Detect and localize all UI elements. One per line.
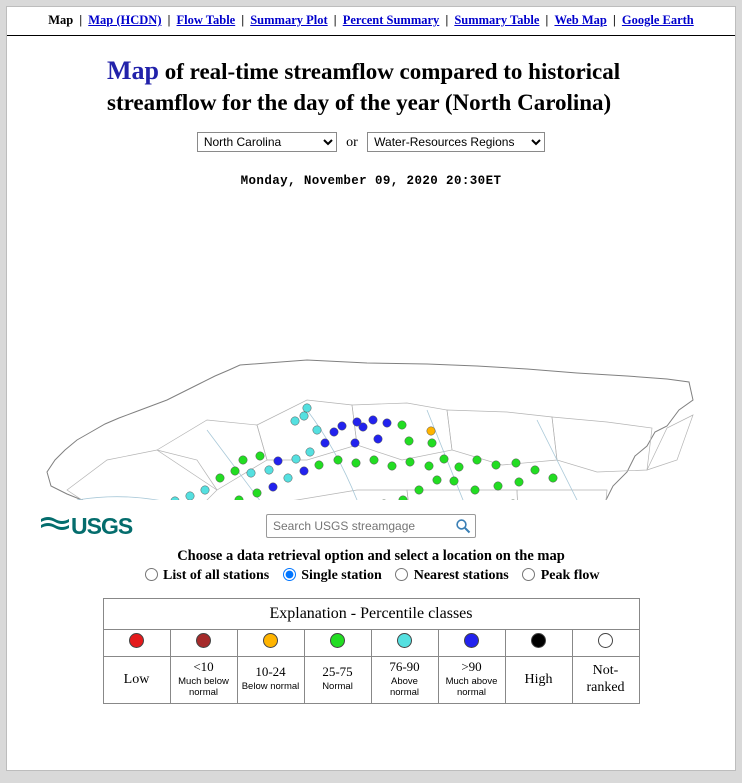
gauge-dot[interactable] — [291, 416, 299, 424]
explanation-table-wrap — [7, 598, 735, 705]
gauge-dot[interactable] — [492, 460, 500, 468]
region-select[interactable] — [367, 132, 545, 152]
gauge-dot[interactable] — [265, 465, 273, 473]
explanation-dot-row — [103, 629, 639, 656]
explanation-end-label: Low — [124, 672, 150, 687]
explanation-dot-cell — [237, 629, 304, 656]
nav-item-google-earth[interactable]: Google Earth — [622, 13, 694, 27]
radio-label-nearest-stations: Nearest stations — [414, 568, 509, 583]
explanation-dot-cell — [371, 629, 438, 656]
explanation-range-label: >90 — [443, 660, 501, 675]
gauge-dot[interactable] — [201, 485, 209, 493]
percentile-dot-icon — [263, 633, 278, 648]
gauge-dot[interactable] — [425, 461, 433, 469]
gauge-dot[interactable] — [351, 438, 359, 446]
gauge-dot[interactable] — [531, 465, 539, 473]
retrieval-option-prompt: Choose a data retrieval option and select a location on the map — [7, 548, 735, 565]
gauge-dot[interactable] — [292, 454, 300, 462]
explanation-table — [103, 598, 640, 705]
gauge-dot[interactable] — [494, 481, 502, 489]
explanation-sub-label: Much above normal — [443, 677, 501, 699]
gauge-dot[interactable] — [415, 485, 423, 493]
explanation-dot-cell — [170, 629, 237, 656]
nav-item-map[interactable]: Map — [48, 13, 73, 27]
gauge-dot[interactable] — [374, 434, 382, 442]
percentile-dot-icon — [531, 633, 546, 648]
usgs-logo-text: USGS — [71, 513, 132, 540]
top-navigation — [7, 7, 735, 36]
state-outline — [47, 360, 693, 500]
nav-separator: | — [445, 13, 448, 27]
gauge-dot[interactable] — [216, 473, 224, 481]
explanation-dot-cell — [505, 629, 572, 656]
percentile-dot-icon — [598, 633, 613, 648]
gauge-dot[interactable] — [253, 488, 261, 496]
explanation-sub-label: Above normal — [376, 677, 434, 699]
radio-input-peak-flow[interactable] — [522, 568, 535, 581]
nav-item-flow-table[interactable]: Flow Table — [177, 13, 236, 27]
radio-nearest-stations[interactable] — [389, 568, 512, 583]
nav-separator: | — [546, 13, 549, 27]
gauge-dot[interactable] — [300, 466, 308, 474]
gauge-dot[interactable] — [428, 438, 436, 446]
nav-separator: | — [79, 13, 82, 27]
explanation-label-cell — [103, 656, 170, 704]
gauge-dot[interactable] — [303, 403, 311, 411]
explanation-range-label: 10-24 — [242, 665, 300, 680]
gauge-dot[interactable] — [383, 418, 391, 426]
gauge-dot[interactable] — [455, 462, 463, 470]
gauge-dot[interactable] — [239, 455, 247, 463]
explanation-label-cell — [438, 656, 505, 704]
gauge-dot[interactable] — [471, 485, 479, 493]
gauge-dot[interactable] — [352, 458, 360, 466]
nav-item-summary-table[interactable]: Summary Table — [454, 13, 539, 27]
gauge-dot[interactable] — [274, 456, 282, 464]
radio-input-nearest-stations[interactable] — [395, 568, 408, 581]
gauge-dot[interactable] — [334, 455, 342, 463]
percentile-dot-icon — [129, 633, 144, 648]
radio-label-single-station: Single station — [301, 568, 382, 583]
gauge-dot[interactable] — [313, 425, 321, 433]
radio-label-list-of-all-stations: List of all stations — [163, 568, 269, 583]
nav-separator: | — [613, 13, 616, 27]
page-container — [6, 6, 736, 771]
gauge-dot[interactable] — [338, 421, 346, 429]
usgs-logo — [41, 513, 132, 540]
explanation-range-label: 76-90 — [376, 660, 434, 675]
gauge-dot[interactable] — [388, 461, 396, 469]
explanation-dot-cell — [103, 629, 170, 656]
radio-peak-flow[interactable] — [516, 568, 599, 583]
explanation-dot-cell — [438, 629, 505, 656]
radio-input-list-of-all-stations[interactable] — [145, 568, 158, 581]
nav-separator: | — [241, 13, 244, 27]
gauge-dot[interactable] — [186, 491, 194, 499]
gauge-dot[interactable] — [512, 458, 520, 466]
streamflow-map[interactable] — [7, 200, 736, 500]
explanation-header-row — [103, 598, 639, 629]
explanation-end-label: High — [525, 672, 553, 687]
gauge-dot[interactable] — [427, 426, 435, 434]
page-title-rest: of real-time streamflow compared to historical streamflow for the day of the year (North Carolina) — [107, 59, 620, 115]
explanation-sub-label: Below normal — [242, 682, 300, 693]
gauge-dot[interactable] — [284, 473, 292, 481]
gauge-dot[interactable] — [433, 475, 441, 483]
page-title — [7, 54, 735, 118]
nav-separator: | — [168, 13, 171, 27]
explanation-label-cell — [505, 656, 572, 704]
magnifier-icon[interactable] — [455, 518, 471, 534]
explanation-dot-cell — [572, 629, 639, 656]
gauge-dot[interactable] — [398, 420, 406, 428]
search-box[interactable] — [266, 514, 476, 538]
nav-item-map-hcdn[interactable]: Map (HCDN) — [88, 13, 161, 27]
gauge-dot[interactable] — [440, 454, 448, 462]
radio-list-of-all-stations[interactable] — [139, 568, 273, 583]
explanation-end-label: Not-ranked — [586, 663, 624, 695]
explanation-label-cell — [170, 656, 237, 704]
gauge-dot[interactable] — [405, 436, 413, 444]
nav-item-percent-summary[interactable]: Percent Summary — [343, 13, 440, 27]
explanation-range-label: 25-75 — [309, 665, 367, 680]
gauge-dot[interactable] — [330, 427, 338, 435]
nav-item-summary-plot[interactable]: Summary Plot — [250, 13, 327, 27]
explanation-label-cell — [371, 656, 438, 704]
nav-separator: | — [334, 13, 337, 27]
gauge-dot[interactable] — [353, 417, 361, 425]
selector-row — [7, 132, 735, 152]
explanation-sub-label: Much below normal — [175, 677, 233, 699]
explanation-range-label: <10 — [175, 660, 233, 675]
explanation-dot-cell — [304, 629, 371, 656]
nav-item-web-map[interactable]: Web Map — [554, 13, 606, 27]
gauge-dot[interactable] — [247, 468, 255, 476]
gauge-dot[interactable] — [515, 477, 523, 485]
gauge-dot[interactable] — [370, 455, 378, 463]
percentile-dot-icon — [330, 633, 345, 648]
gauge-dot[interactable] — [369, 415, 377, 423]
timestamp-label: Monday, November 09, 2020 20:30ET — [7, 174, 735, 188]
gauge-dot[interactable] — [450, 476, 458, 484]
gauge-dot[interactable] — [315, 460, 323, 468]
gauge-dot[interactable] — [300, 411, 308, 419]
state-select[interactable] — [197, 132, 337, 152]
radio-input-single-station[interactable] — [283, 568, 296, 581]
gauge-dot[interactable] — [549, 473, 557, 481]
or-label: or — [346, 135, 358, 150]
explanation-sub-label: Normal — [309, 682, 367, 693]
page-title-lead: Map — [107, 56, 159, 85]
gauge-dot[interactable] — [306, 447, 314, 455]
retrieval-option-radios — [7, 568, 735, 584]
gauge-dot[interactable] — [231, 466, 239, 474]
map-svg[interactable] — [7, 200, 736, 500]
search-input[interactable] — [271, 518, 455, 534]
explanation-label-cell — [237, 656, 304, 704]
explanation-label-row — [103, 656, 639, 704]
radio-single-station[interactable] — [277, 568, 386, 583]
explanation-header: Explanation - Percentile classes — [103, 598, 639, 629]
explanation-label-cell — [572, 656, 639, 704]
percentile-dot-icon — [196, 633, 211, 648]
gauge-dot[interactable] — [321, 438, 329, 446]
percentile-dot-icon — [397, 633, 412, 648]
usgs-waves-icon — [41, 513, 69, 540]
gauge-dot[interactable] — [256, 451, 264, 459]
gauge-dot[interactable] — [406, 457, 414, 465]
radio-label-peak-flow: Peak flow — [541, 568, 600, 583]
explanation-label-cell — [304, 656, 371, 704]
gauge-dot[interactable] — [473, 455, 481, 463]
percentile-dot-icon — [464, 633, 479, 648]
gauge-dot[interactable] — [269, 482, 277, 490]
